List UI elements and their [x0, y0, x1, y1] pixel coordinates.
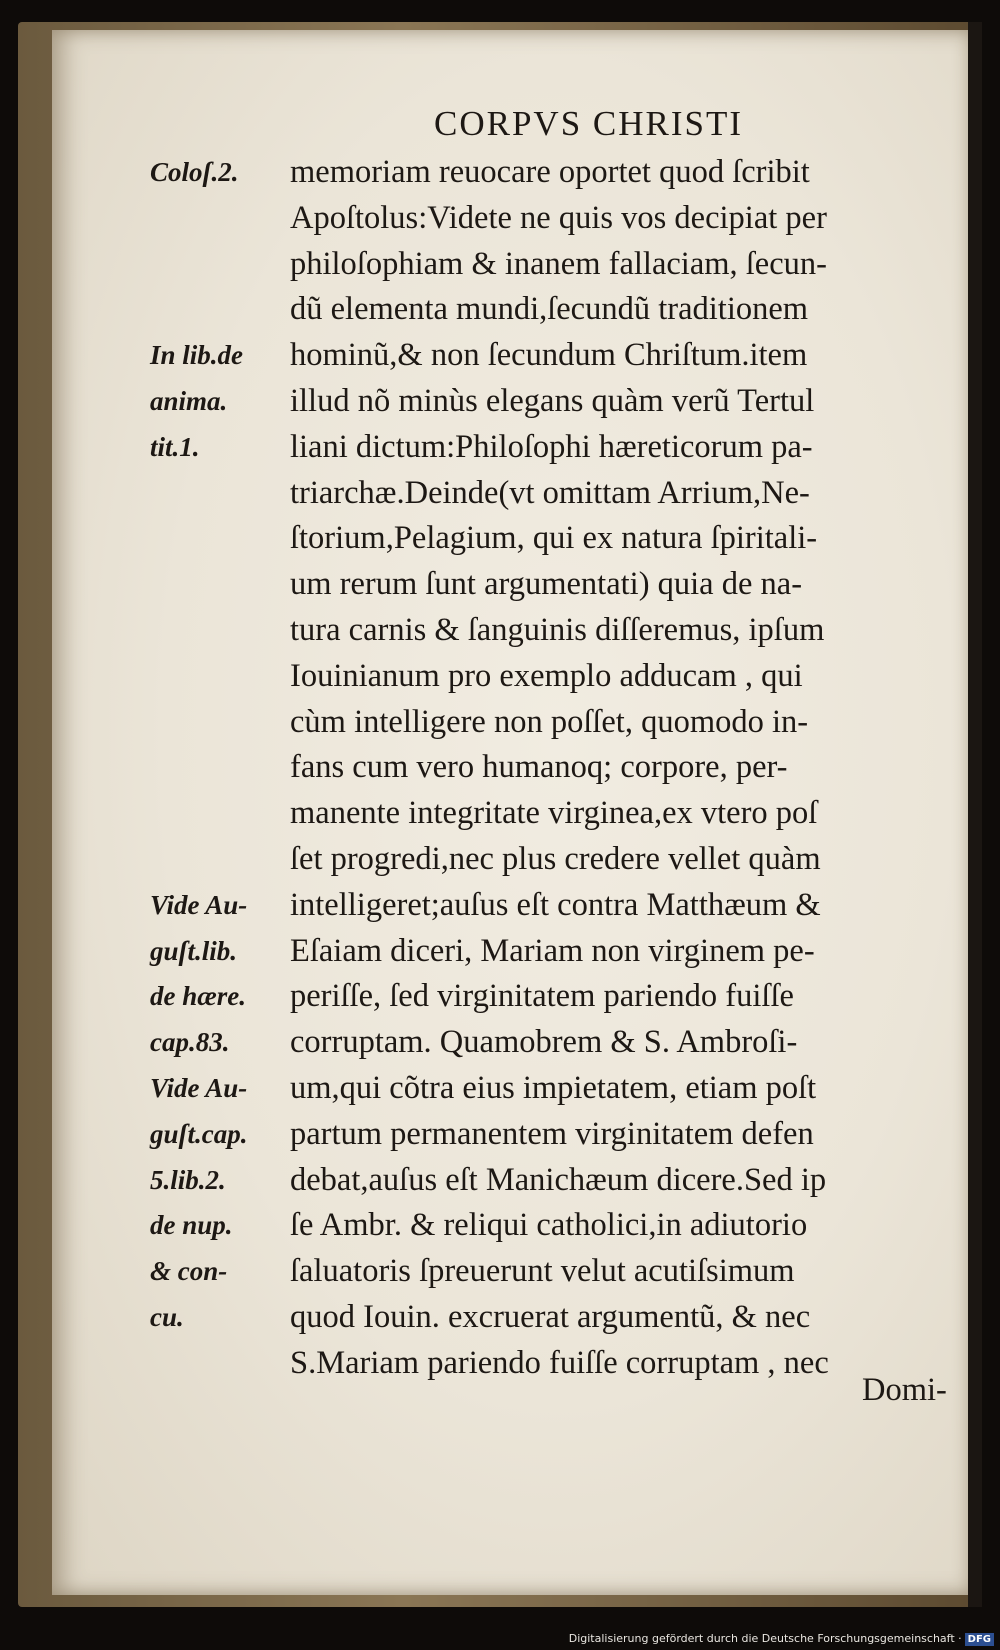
margin-note: anima. [150, 385, 228, 416]
text-line: dũ elementa mundi,ſecundũ traditionem [290, 291, 809, 328]
margin-note: Vide Au- [150, 889, 248, 920]
text-line: um rerum ſunt argumentati) quia de na- [290, 566, 803, 603]
text-line: ſet progredi,nec plus credere vellet quàm [290, 840, 821, 877]
text-line: ſaluatoris ſpreuerunt velut acutiſsimum [290, 1253, 795, 1290]
text-line: S.Mariam pariendo fuiſſe corruptam , nec [290, 1344, 829, 1381]
margin-note: cu. [150, 1301, 184, 1332]
text-line: quod Iouin. excruerat argumentũ, & nec [290, 1298, 811, 1335]
text-line: partum permanentem virginitatem defen [290, 1115, 814, 1152]
text-line: fans cum vero humanoq; corpore, per- [290, 749, 788, 786]
margin-note: tit.1. [150, 431, 200, 462]
text-line: cùm intelligere non poſſet, quomodo in- [290, 703, 809, 740]
digitization-credit [569, 1632, 994, 1646]
margin-note: Vide Au- [150, 1072, 248, 1103]
text-line: hominũ,& non ſecundum Chriſtum.item [290, 337, 808, 374]
text-line: ſtorium,Pelagium, qui ex natura ſpiritali- [290, 520, 818, 557]
text-line: Eſaiam diceri, Mariam non virginem pe- [290, 932, 815, 969]
text-line: triarchæ.Deinde(vt omittam Arrium,Ne- [290, 474, 810, 511]
text-line: manente integritate virginea,ex vtero poſ [290, 795, 818, 832]
margin-note: de hære. [150, 981, 246, 1012]
page-gutter-shadow [968, 22, 982, 1607]
text-line: tura carnis & ſanguinis diſſeremus, ipſum [290, 611, 825, 648]
margin-note: guſt.cap. [150, 1118, 248, 1149]
margin-note: & con- [150, 1256, 228, 1287]
text-line: ſe Ambr. & reliqui catholici,in adiutorio [290, 1207, 808, 1244]
text-line: corruptam. Quamobrem & S. Ambroſi- [290, 1024, 798, 1061]
text-line: philoſophiam & inanem fallaciam, ſecun- [290, 245, 827, 282]
text-line: Iouinianum pro exemplo adducam , qui [290, 657, 803, 694]
body-text [290, 150, 970, 1387]
text-line: liani dictum:Philoſophi hæreticorum pa- [290, 428, 813, 465]
margin-note: guſt.lib. [150, 935, 238, 966]
text-line: debat,auſus eſt Manichæum dicere.Sed ip [290, 1161, 827, 1198]
text-line: periſſe, ſed virginitatem pariendo fuiſſe [290, 978, 794, 1015]
margin-note: 5.lib.2. [150, 1164, 226, 1195]
margin-note: In lib.de [150, 340, 244, 371]
text-line: memoriam reuocare oportet quod ſcribit [290, 154, 810, 190]
margin-note: Coloſ.2. [150, 157, 239, 187]
text-line: Apoſtolus:Videte ne quis vos decipiat per [290, 199, 827, 236]
running-head: CORPVS CHRISTI [434, 104, 744, 143]
text-line: illud nõ minùs elegans quàm verũ Tertul [290, 382, 815, 419]
text-line: intelligeret;auſus eſt contra Matthæum & [290, 886, 821, 923]
margin-note: cap.83. [150, 1027, 230, 1058]
text-line: um,qui cõtra eius impietatem, etiam poſt [290, 1069, 817, 1106]
dfg-logo-icon: DFG [965, 1633, 994, 1646]
margin-note: de nup. [150, 1210, 233, 1241]
catchword: Domi- [862, 1372, 947, 1408]
credit-text: Digitalisierung gefördert durch die Deutsche Forschungsgemeinschaft · [568, 1632, 962, 1645]
